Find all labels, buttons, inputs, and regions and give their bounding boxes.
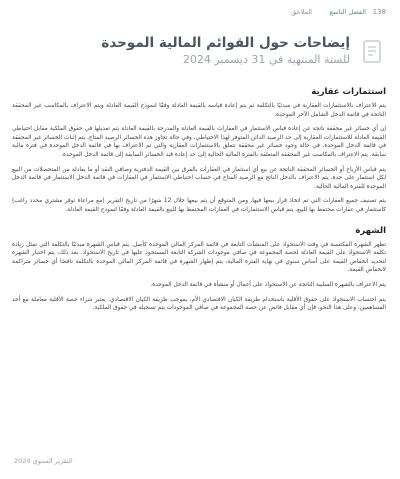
document-chart-icon	[358, 38, 386, 66]
chapter-label: الفصل التاسع	[329, 8, 366, 16]
page-header	[14, 8, 386, 22]
page-title: إيضاحات حول القوائم المالية الموحدة	[101, 35, 350, 51]
body-content	[12, 86, 386, 319]
paragraph: يتم احتساب الاستحواذ على حقوق الأقلية باستخدام طريقة الكيان الاقتصادي الأم، بموجب طريقة الكيان الاقتصادي، يعتبر شراء حصة الأقلية معاملة مع أحد المساهمين، وعلى هذا النحو، فإن أي مقابل فائض عن حصة المجموعة في صافي الموجودات يتم تسجيله في حقوق الملكية.	[12, 296, 386, 312]
page-number: 138	[372, 8, 386, 16]
paragraph: يتم قياس الأرباح أو الخسائر المحققة الناتجة عن بيع أي استثمار في العقارات بالفرق بين القيمة الدفترية وصافي النقد أو ما يعادله من المتحصلات من البيع لكل استثمار على حدة. يتم الاعتراف بالدخل الناتج مع الرصيد المتاح في حساب احتياطي الاستثمار في العقارات في قائمة الدخل الاستثمار في قائمة الدخل الموحدة للفترة المالية الحالية.	[12, 166, 386, 190]
paragraph: تظهر الشهرة المكتسبة في وقت الاستحواذ على المنشآت التابعة في قائمة المركز المالي الموحدة كأصل. يتم قياس الشهرة مبدئيًا بالتكلفة التي تمثل زيادة تكلفة الاستحواذ على القيمة العادلة لحصة المجموعة في صافي موجودات الشركة التابعة المستحوذ عليها في تاريخ الاستحواذ. بعد ذلك، يتم اختبار الشهرة لتحديد انخفاض القيمة على أساس سنوي في نهاية الفترة المالية، يتم إظهار الشهرة في قائمة المركز المالي الموحدة بالتكلفة ناقصًا أي خسائر متراكمة لانخفاض القيمة.	[12, 241, 386, 274]
page-footer	[14, 457, 386, 467]
section-heading-goodwill: الشهرة	[355, 225, 386, 236]
paragraph: يتم الاعتراف بالشهرة السلبية الناتجة عن الاستحواذ على أعمال أو منشأة في قائمة الدخل الموحدة.	[150, 281, 386, 288]
footer-label: التقرير السنوي 2024	[14, 457, 73, 465]
paragraph: إن أي خسائر غير محققة ناتجة عن إعادة قياس الاستثمار في العقارات بالقيمة العادلة والمدرجة بالقيمة العادلة يتم تعديلها في حقوق الملكية مقابل احتياطي القيمة العادلة للاستثمارات العقارية إلى حد الرصيد الدائن المتوفر لهذا الاحتياطي، وفي حالة تجاوز هذه الخسائر الرصيد المتاح، يتم إثبات الخسائر غير المحققة في قائمة الدخل الموحدة. في حالة وجود خسائر غير محققة تتعلق بالاستثمارات العقارية والتي تم الاعتراف بها في قائمة الدخل الموحدة في فترة مالية سابقة، يتم الاعتراف بالمكاسب غير المحققة المتعلقة بالفترة المالية الحالية إلى حد إعادة قيد الخسائر السابقة إلى قائمة الدخل الموحدة.	[12, 126, 386, 158]
section-heading-investment-property: استثمارات عقارية	[311, 87, 386, 97]
section-label: الملاحق	[291, 8, 312, 16]
paragraph: يتم الاعتراف بالاستثمارات العقارية في مبدئيًا بالتكلفة ثم يتم إعادة قياسه بالقيمة العادلة وفقًا لنموذج القيمة العادلة ويتم الاعتراف بالمكاسب غير المحققة الناتجة في قائمة الدخل الشامل الآخر الموحدة.	[12, 103, 386, 118]
paragraph: يتم تصنيف جميع العقارات التي تم اتخاذ قرار بيعها فيها، ومن المتوقع أن يتم بيعها خلال 12 شهرًا من تاريخ التقرير (مع مراعاة توفر مشتري محدد راغب) كاستثمار في عقارات محتفظ بها للبيع. يتم قياس الاستثمارات في العقارات المحتفظ بها للبيع بالقيمة العادلة وفقًا لنموذج القيمة العادلة.	[12, 198, 386, 213]
page-subtitle: للسنة المنتهية في 31 ديسمبر 2024	[182, 53, 350, 66]
